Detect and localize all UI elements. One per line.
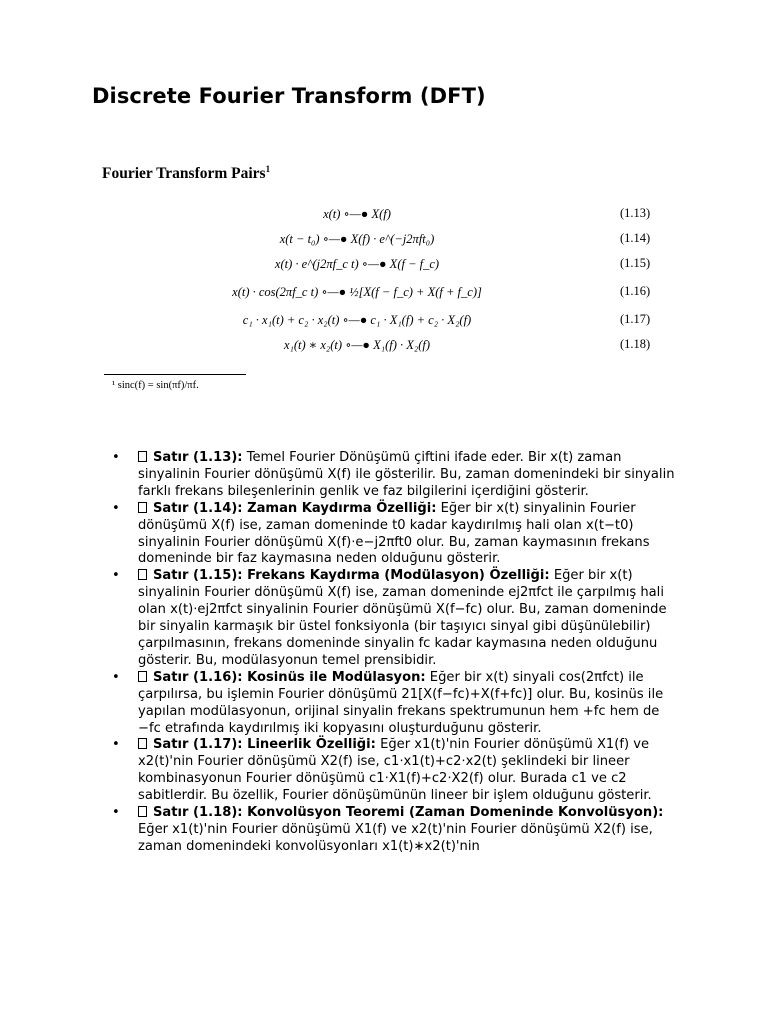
item-label: Satır (1.13): [153, 450, 243, 465]
list-item [112, 568, 678, 669]
figure-heading-text: Fourier Transform Pairs [102, 165, 266, 183]
equation-number: (1.16) [620, 284, 651, 298]
bullet-dot-icon: • [112, 450, 120, 465]
equation-number: (1.18) [620, 337, 651, 351]
footnote-mark: 1 [265, 164, 271, 174]
page-title: Discrete Fourier Transform (DFT) [92, 84, 486, 108]
equation-formula: x(t) ∘—● X(f) [323, 207, 391, 221]
equation-row [102, 284, 662, 306]
item-text: Eğer x1(t)'nin Fourier dönüşümü X1(f) ve x2(t)'nin Fourier dönüşümü X2(f) ise, zaman domenindeki konvolüsyonları x1(t)∗x2(t)'nin [138, 821, 653, 854]
fourier-pairs-figure [102, 160, 672, 410]
equation-row [102, 337, 662, 359]
bullet-dot-icon: • [112, 568, 120, 584]
item-label: Satır (1.18): Konvolüsyon Teoremi (Zaman Domeninde Konvolüsyon): [153, 805, 664, 821]
footnote-divider [104, 374, 246, 375]
list-item [112, 450, 678, 501]
equation-row [102, 206, 662, 228]
equation-formula: c₁ · x₁(t) + c₂ · x₂(t) ∘—● c₁ · X₁(f) + c₂ · X₂(f) [242, 313, 472, 327]
equation-row [102, 256, 662, 278]
item-text: Eğer bir x(t) sinyalinin Fourier dönüşümü X(f) ise, zaman domeninde ej2πfct ile çarpılmış hali olan x(t)⋅ej2πfct sinyalinin Fourier dönüşümü X(f−fc) olur. Bu, zaman domeninde bir sinyalin karmaşık bir üstel fonksiyonla (bir taşıyıcı sinyal gibi düşünülebilir) çarpılmasının, frekans domeninde sinyalin fc kadar kaymasına neden olduğunu gösterir. Bu, modülasyonun temel prensibidir. [138, 568, 667, 668]
list-item [112, 670, 678, 738]
equation-formula: x(t − t₀) ∘—● X(f) · e^(−j2πft₀) [279, 232, 435, 246]
checkbox-glyph-icon [138, 671, 147, 682]
figure-heading [102, 164, 270, 183]
equation-row [102, 312, 662, 334]
equation-formula: x(t) · cos(2πf_c t) ∘—● ½[X(f − f_c) + X(f + f_c)] [232, 285, 482, 299]
item-label: Satır (1.15): Frekans Kaydırma (Modülasyon) Özelliği: [153, 568, 550, 584]
checkbox-glyph-icon [138, 738, 147, 749]
equation-formula: x(t) · e^(j2πf_c t) ∘—● X(f − f_c) [274, 257, 440, 271]
item-label: Satır (1.14): Zaman Kaydırma Özelliği: [153, 500, 437, 516]
footnote: ¹ sinc(f) = sin(πf)/πf. [112, 380, 199, 391]
item-text: Eğer bir x(t) sinyalinin Fourier dönüşümü X(f) ise, zaman domeninde t0 kadar kaydırılmış hali olan x(t−t0) sinyalinin Fourier dönüşümü X(f)⋅e−j2πft0 olur. Bu, zaman kaymasının frekans domeninde bir faz kaymasına neden olduğunu gösterir. [138, 500, 650, 567]
bullet-dot-icon: • [112, 669, 120, 685]
item-label: Satır (1.16): Kosinüs ile Modülasyon: [153, 669, 426, 685]
item-text: Eğer x1(t)'nin Fourier dönüşümü X1(f) ve x2(t)'nin Fourier dönüşümü X2(f) ise, c1⋅x1(t)+c2⋅x2(t) şeklindeki bir lineer kombinasyonun Fourier dönüşümü c1⋅X1(f)+c2⋅X2(f) olur. Burada c1 ve c2 sabitlerdir. Bu özellik, Fourier dönüşümünün lineer bir işlem olduğunu gösterir. [138, 737, 652, 804]
equation-row [102, 231, 662, 253]
list-item [112, 737, 678, 805]
item-text: Temel Fourier Dönüşümü çiftini ifade eder. Bir x(t) zaman sinyalinin Fourier dönüşümü X(f) ile gösterilir. Bu, zaman domenindeki bir sinyalin farklı frekans bileşenlerinin genlik ve faz bilgilerini içerdiğini gösterir. [138, 450, 675, 499]
equation-formula: x₁(t) ∗ x₂(t) ∘—● X₁(f) · X₂(f) [283, 338, 431, 352]
bullet-dot-icon: • [112, 805, 120, 821]
checkbox-glyph-icon [138, 806, 147, 817]
bullet-dot-icon: • [112, 737, 120, 753]
checkbox-glyph-icon [138, 569, 147, 580]
equation-number: (1.14) [620, 231, 651, 245]
equation-number: (1.17) [620, 312, 651, 326]
equation-number: (1.13) [620, 206, 651, 220]
item-label: Satır (1.17): Lineerlik Özelliği: [153, 737, 376, 753]
checkbox-glyph-icon [138, 451, 147, 462]
list-item [112, 805, 678, 856]
equation-number: (1.15) [620, 256, 651, 270]
bullet-dot-icon: • [112, 500, 120, 516]
item-text: Eğer bir x(t) sinyali cos(2πfct) ile çarpılırsa, bu işlemin Fourier dönüşümü 21[X(f−fc)+X(f+fc)] olur. Bu, kosinüs ile yapılan modülasyonun, orijinal sinyalin frekans spektrumunun hem +fc hem de −fc etrafında kaydırılmış iki kopyasını oluşturduğunu gösterir. [138, 669, 664, 736]
explanation-list [112, 450, 678, 856]
list-item [112, 501, 678, 569]
checkbox-glyph-icon [138, 502, 147, 513]
